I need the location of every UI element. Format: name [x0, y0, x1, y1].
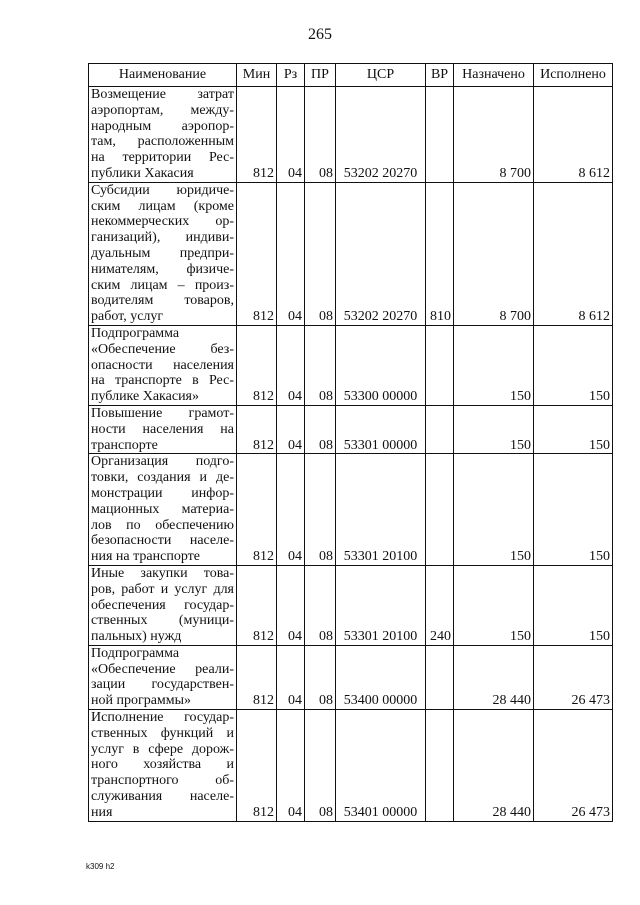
row-assigned: 150 — [454, 454, 534, 566]
row-pr: 08 — [305, 325, 336, 405]
header-executed: Исполнено — [534, 64, 613, 87]
row-vr: 810 — [426, 182, 454, 325]
row-name-line: «Обеспечение реали- — [91, 661, 234, 677]
table-row — [89, 87, 613, 183]
row-rz: 04 — [277, 182, 305, 325]
row-min: 812 — [237, 405, 277, 453]
row-vr — [426, 87, 454, 183]
table-body — [89, 87, 613, 822]
row-csr: 53300 00000 — [336, 325, 426, 405]
row-csr: 53400 00000 — [336, 645, 426, 709]
row-min: 812 — [237, 325, 277, 405]
row-name-line: Подпрограмма — [91, 325, 180, 341]
table-row — [89, 710, 613, 822]
row-name-line: Иные закупки това- — [91, 565, 234, 581]
row-name-line: Исполнение государ- — [91, 710, 234, 726]
row-name-line: ния — [91, 804, 113, 820]
row-vr — [426, 710, 454, 822]
row-name-line: зации государствен- — [91, 677, 234, 693]
row-name — [89, 87, 237, 183]
document-code: k309 h2 — [86, 862, 115, 871]
row-name-line: на транспорте в Рес- — [91, 373, 234, 389]
row-vr — [426, 454, 454, 566]
row-name-line: некоммерческих ор- — [91, 214, 234, 230]
row-name-line: пальных) нужд — [91, 629, 182, 645]
row-name-line: ганизаций), индиви- — [91, 230, 234, 246]
row-name-line: услуг в сфере дорож- — [91, 741, 234, 757]
header-rz: Рз — [277, 64, 305, 87]
row-pr: 08 — [305, 182, 336, 325]
row-rz: 04 — [277, 710, 305, 822]
row-name-line: публики Хакасия — [91, 165, 194, 181]
table-row — [89, 454, 613, 566]
row-name-line: нимателям, физиче- — [91, 261, 234, 277]
row-name-line: обеспечения государ- — [91, 597, 234, 613]
table-row — [89, 645, 613, 709]
header-csr: ЦСР — [336, 64, 426, 87]
row-rz: 04 — [277, 325, 305, 405]
row-vr — [426, 325, 454, 405]
row-executed: 8 612 — [534, 182, 613, 325]
row-csr: 53301 20100 — [336, 565, 426, 645]
row-name-line: мационных материа- — [91, 501, 234, 517]
row-min: 812 — [237, 87, 277, 183]
row-name-line: «Обеспечение без- — [91, 341, 234, 357]
row-name-line: Субсидии юридиче- — [91, 182, 234, 198]
row-name — [89, 565, 237, 645]
row-csr: 53202 20270 — [336, 87, 426, 183]
row-executed: 150 — [534, 325, 613, 405]
header-vr: ВР — [426, 64, 454, 87]
row-min: 812 — [237, 454, 277, 566]
budget-table — [88, 63, 613, 822]
row-assigned: 8 700 — [454, 87, 534, 183]
row-name-line: народным аэропор- — [91, 118, 234, 134]
row-name — [89, 454, 237, 566]
row-name — [89, 645, 237, 709]
row-name-line: дуальным предпри- — [91, 245, 234, 261]
row-executed: 8 612 — [534, 87, 613, 183]
row-name-line: ной программы» — [91, 693, 192, 709]
row-name-line: ного хозяйства и — [91, 757, 234, 773]
row-assigned: 150 — [454, 565, 534, 645]
row-name — [89, 710, 237, 822]
header-pr: ПР — [305, 64, 336, 87]
row-rz: 04 — [277, 405, 305, 453]
row-min: 812 — [237, 645, 277, 709]
row-name — [89, 182, 237, 325]
row-name-line: ров, работ и услуг для — [91, 581, 234, 597]
row-pr: 08 — [305, 645, 336, 709]
row-min: 812 — [237, 182, 277, 325]
row-rz: 04 — [277, 87, 305, 183]
row-pr: 08 — [305, 565, 336, 645]
row-name-line: транспортного об- — [91, 773, 234, 789]
row-executed: 26 473 — [534, 710, 613, 822]
row-name — [89, 405, 237, 453]
row-pr: 08 — [305, 454, 336, 566]
header-min: Мин — [237, 64, 277, 87]
row-name-line: там, расположенным — [91, 134, 234, 150]
row-name-line: Организация подго- — [91, 454, 234, 470]
row-name-line: транспорте — [91, 437, 158, 453]
row-csr: 53301 00000 — [336, 405, 426, 453]
table-row — [89, 325, 613, 405]
row-name-line: Подпрограмма — [91, 645, 180, 661]
header-name: Наименование — [89, 64, 237, 87]
row-pr: 08 — [305, 405, 336, 453]
row-name-line: ским лицам – произ- — [91, 277, 234, 293]
row-pr: 08 — [305, 87, 336, 183]
table-row — [89, 565, 613, 645]
row-pr: 08 — [305, 710, 336, 822]
row-vr: 240 — [426, 565, 454, 645]
row-assigned: 28 440 — [454, 645, 534, 709]
row-executed: 150 — [534, 565, 613, 645]
row-name-line: служивания населе- — [91, 789, 234, 805]
row-name-line: на территории Рес- — [91, 150, 234, 166]
table-row — [89, 182, 613, 325]
row-name-line: монстрации инфор- — [91, 485, 234, 501]
row-name-line: ности населения на — [91, 421, 234, 437]
row-vr — [426, 405, 454, 453]
row-csr: 53401 00000 — [336, 710, 426, 822]
row-name-line: работ, услуг — [91, 309, 164, 325]
row-name — [89, 325, 237, 405]
row-min: 812 — [237, 565, 277, 645]
row-executed: 26 473 — [534, 645, 613, 709]
row-name-line: Возмещение затрат — [91, 87, 234, 102]
row-name-line: Повышение грамот- — [91, 405, 234, 421]
row-name-line: безопасности населе- — [91, 533, 234, 549]
row-assigned: 150 — [454, 325, 534, 405]
header-assigned: Назначено — [454, 64, 534, 87]
row-rz: 04 — [277, 454, 305, 566]
row-name-line: ния на транспорте — [91, 549, 200, 565]
row-executed: 150 — [534, 454, 613, 566]
row-min: 812 — [237, 710, 277, 822]
row-name-line: публике Хакасия» — [91, 389, 200, 405]
row-name-line: товки, создания и де- — [91, 470, 234, 486]
row-assigned: 8 700 — [454, 182, 534, 325]
row-name-line: ственных функций и — [91, 725, 234, 741]
row-name-line: лов по обеспечению — [91, 517, 234, 533]
row-name-line: опасности населения — [91, 357, 234, 373]
row-csr: 53301 20100 — [336, 454, 426, 566]
row-executed: 150 — [534, 405, 613, 453]
row-assigned: 150 — [454, 405, 534, 453]
row-assigned: 28 440 — [454, 710, 534, 822]
row-rz: 04 — [277, 565, 305, 645]
row-rz: 04 — [277, 645, 305, 709]
table-header-row — [89, 64, 613, 87]
page-number: 265 — [308, 26, 332, 43]
row-name-line: водителям товаров, — [91, 293, 234, 309]
row-csr: 53202 20270 — [336, 182, 426, 325]
row-name-line: ским лицам (кроме — [91, 198, 234, 214]
row-name-line: аэропортам, между- — [91, 102, 234, 118]
table-row — [89, 405, 613, 453]
row-vr — [426, 645, 454, 709]
row-name-line: ственных (муници- — [91, 613, 234, 629]
